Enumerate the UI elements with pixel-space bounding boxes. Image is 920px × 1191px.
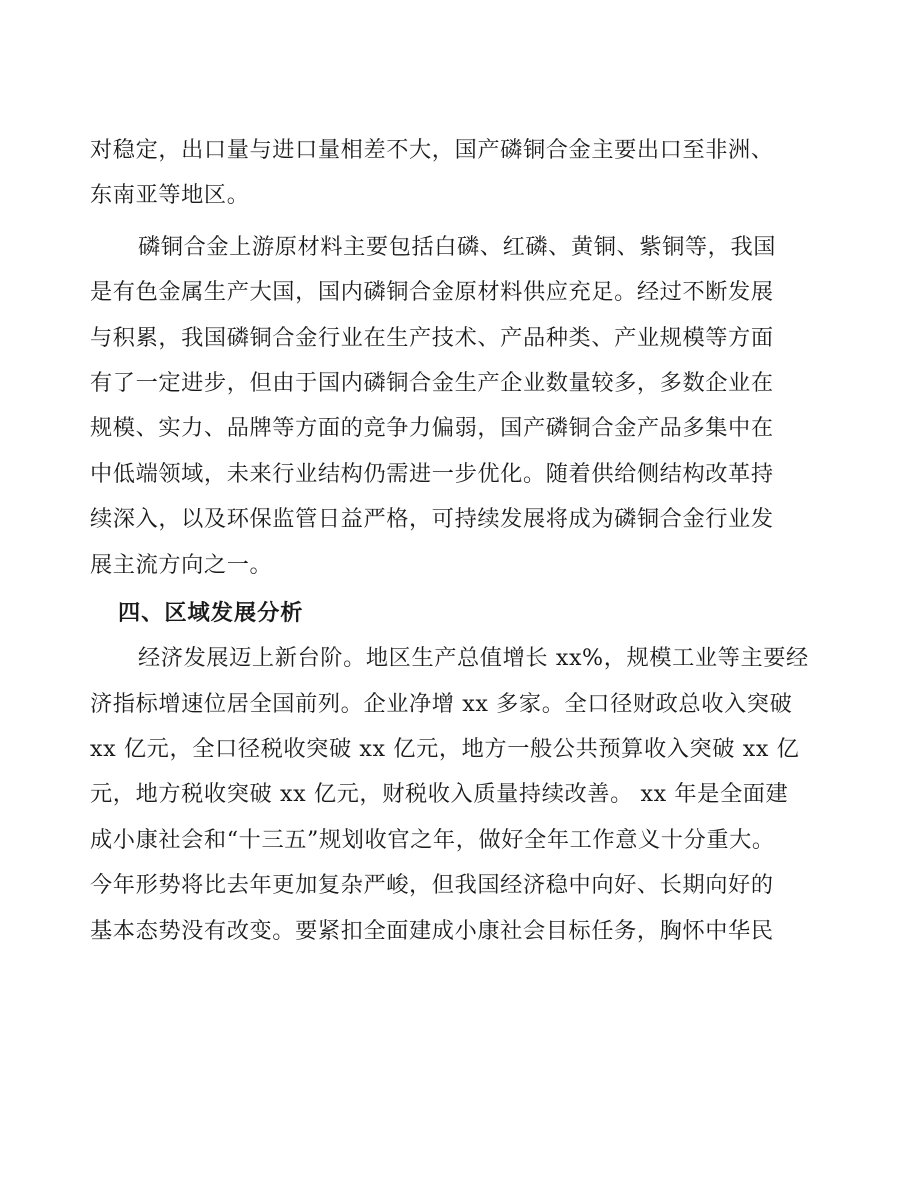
- paragraph-line: 规模、实力、品牌等方面的竞争力偏弱，国产磷铜合金产品多集中在: [90, 415, 774, 442]
- paragraph-line: 展主流方向之一。: [90, 551, 273, 578]
- paragraph-line: 东南亚等地区。: [90, 182, 250, 209]
- paragraph-line: xx 亿元，全口径税收突破 xx 亿元，地方一般公共预算收入突破 xx 亿: [90, 736, 800, 763]
- paragraph-line: 续深入，以及环保监管日益严格，可持续发展将成为磷铜合金行业发: [90, 506, 774, 533]
- paragraph-line: 对稳定，出口量与进口量相差不大，国产磷铜合金主要出口至非洲、: [90, 137, 774, 163]
- section-heading: 四、区域发展分析: [118, 599, 304, 626]
- paragraph-line: 成小康社会和“十三五”规划收官之年，做好全年工作意义十分重大。: [90, 826, 775, 853]
- paragraph-line: 磷铜合金上游原材料主要包括白磷、红磷、黄铜、紫铜等，我国: [138, 233, 777, 260]
- paragraph-line: 是有色金属生产大国，国内磷铜合金原材料供应充足。经过不断发展: [90, 279, 774, 306]
- paragraph-line: 经济发展迈上新台阶。地区生产总值增长 xx%，规模工业等主要经: [138, 645, 809, 672]
- paragraph-line: 元，地方税收突破 xx 亿元，财税收入质量持续改善。 xx 年是全面建: [90, 781, 789, 808]
- paragraph-line: 济指标增速位居全国前列。企业净增 xx 多家。全口径财政总收入突破: [90, 690, 793, 717]
- paragraph-line: 今年形势将比去年更加复杂严峻，但我国经济稳中向好、长期向好的: [90, 872, 774, 899]
- paragraph-line: 与积累，我国磷铜合金行业在生产技术、产品种类、产业规模等方面: [90, 324, 774, 351]
- paragraph-line: 有了一定进步，但由于国内磷铜合金生产企业数量较多，多数企业在: [90, 369, 774, 396]
- document-body: [90, 128, 835, 954]
- paragraph-line: 中低端领域，未来行业结构仍需进一步优化。随着供给侧结构改革持: [90, 460, 774, 487]
- paragraph-line: 基本态势没有改变。要紧扣全面建成小康社会目标任务，胸怀中华民: [90, 917, 774, 944]
